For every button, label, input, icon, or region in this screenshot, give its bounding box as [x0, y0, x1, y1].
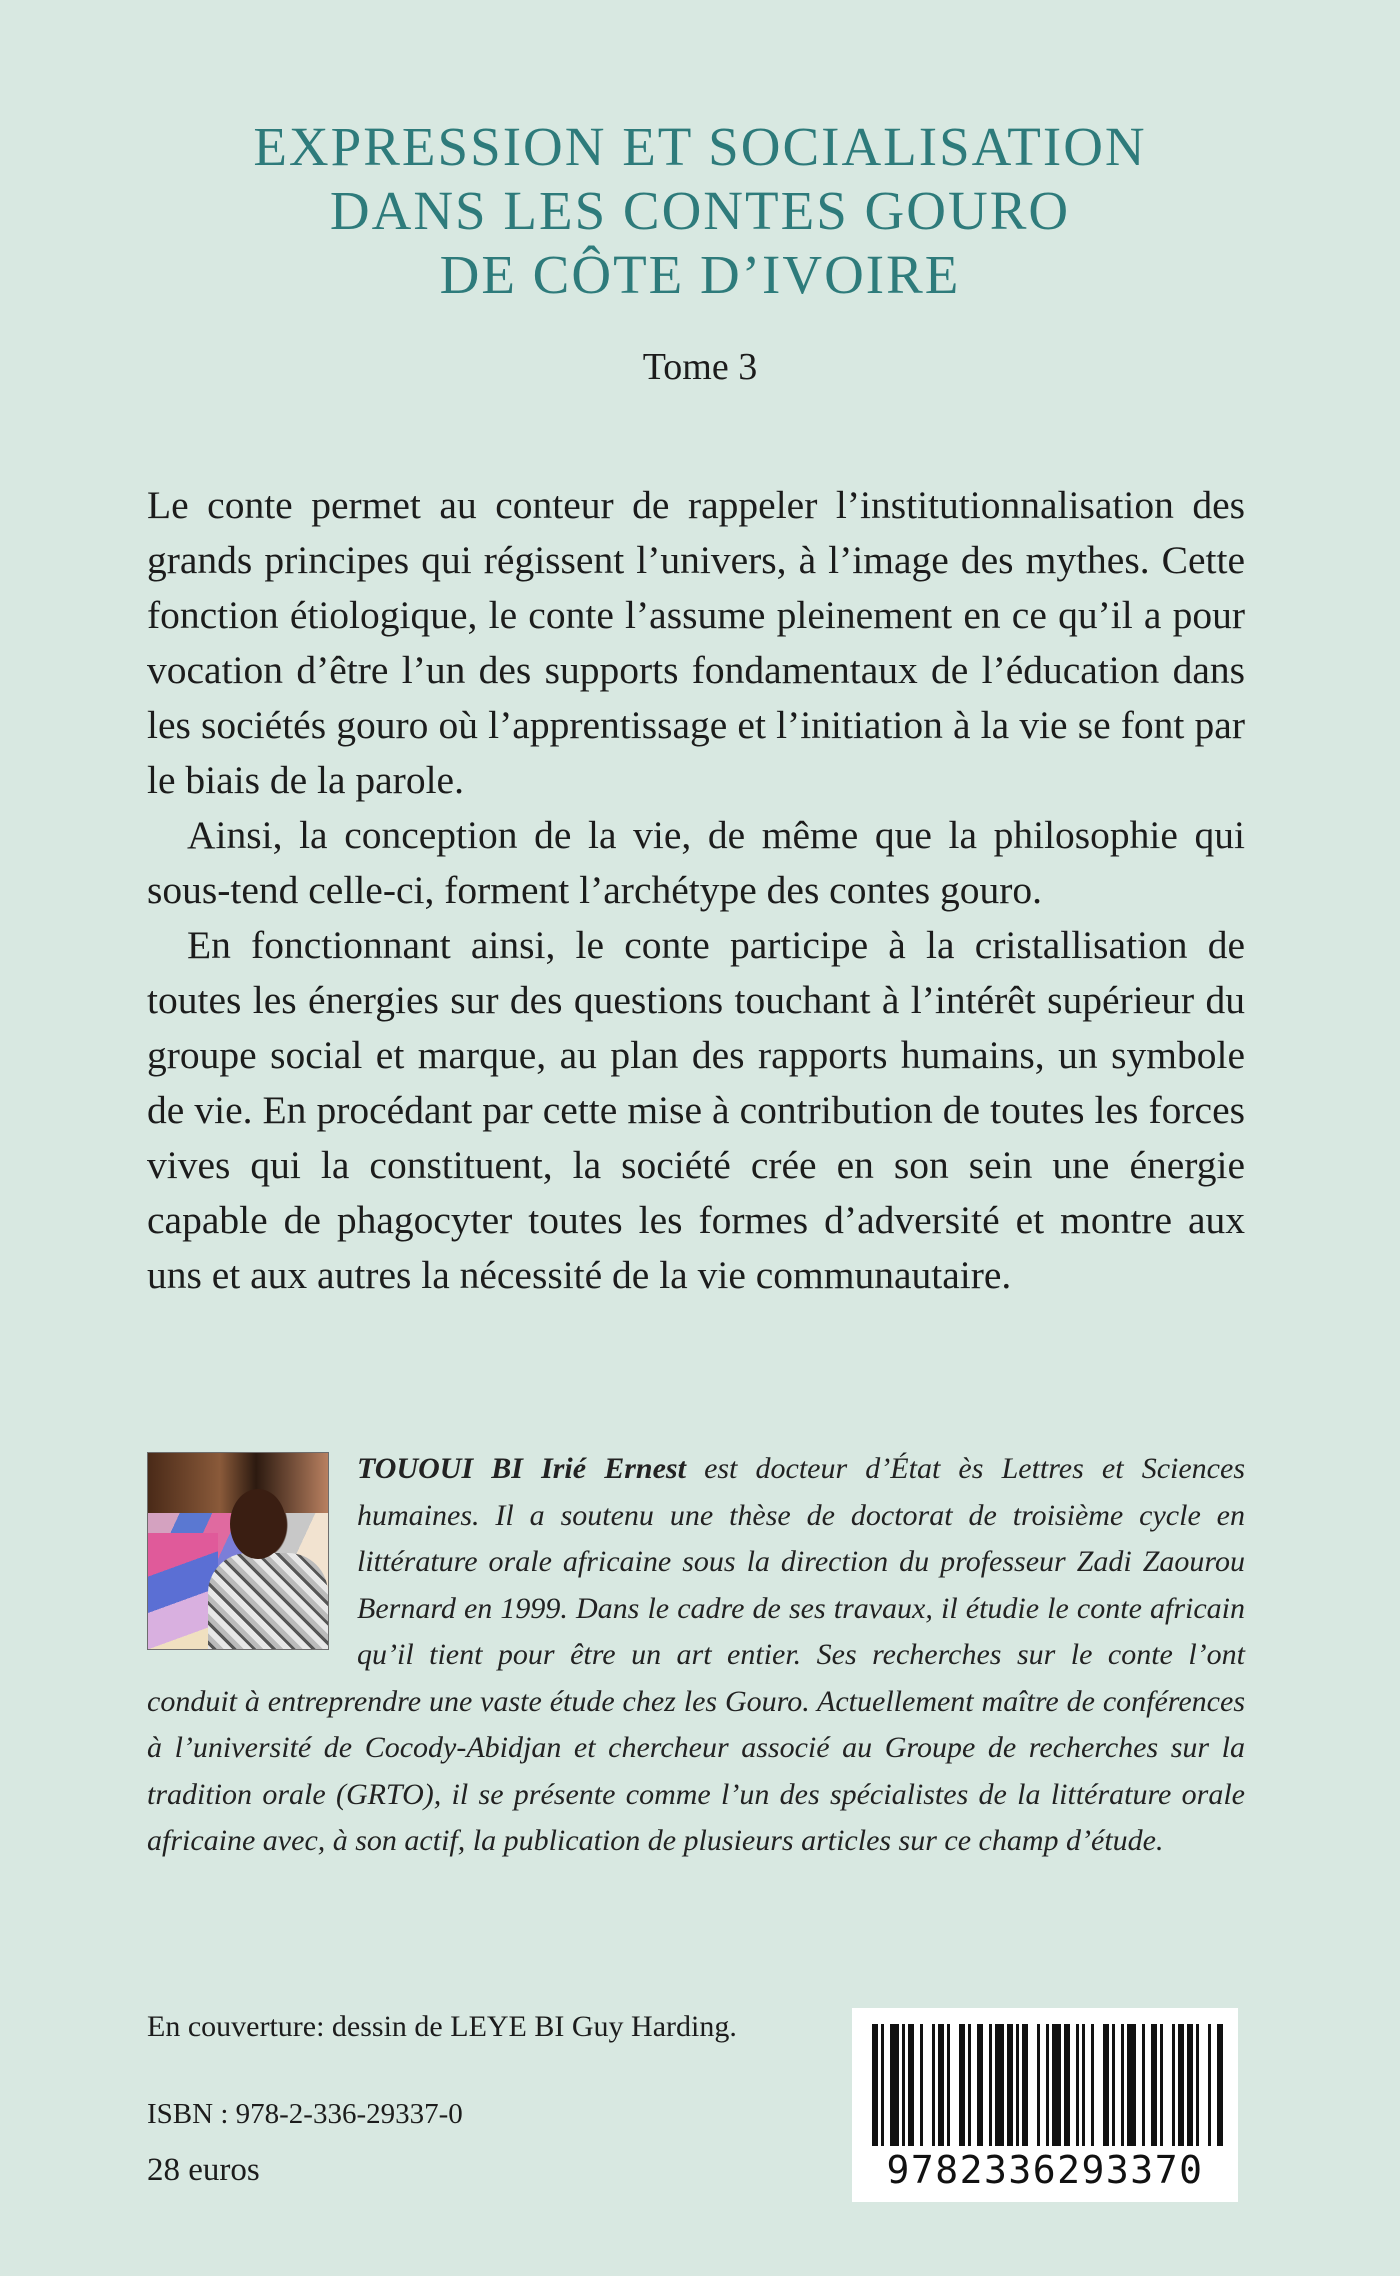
barcode-bar [932, 2024, 935, 2146]
barcode-bar [1151, 2024, 1157, 2146]
barcode-bar [1142, 2024, 1145, 2146]
barcode-bar [902, 2024, 905, 2146]
barcode-bar [872, 2024, 878, 2146]
barcode-bar [1037, 2024, 1040, 2146]
barcode-bar [1121, 2024, 1124, 2146]
isbn: ISBN : 978-2-336-29337-0 [147, 2098, 463, 2130]
barcode-bar [1046, 2024, 1049, 2146]
barcode-bar [1178, 2024, 1184, 2146]
barcode-bar [908, 2024, 914, 2146]
author-photo [147, 1452, 329, 1650]
barcode-bar [1103, 2024, 1109, 2146]
barcode-bar [938, 2024, 944, 2146]
barcode-bar [959, 2024, 965, 2146]
barcode-bar [1082, 2024, 1085, 2146]
barcode-bar [1016, 2024, 1019, 2146]
barcode-bar [1217, 2024, 1223, 2146]
barcode-bar [989, 2024, 992, 2146]
title-line-2: DANS LES CONTES GOURO [329, 180, 1071, 241]
barcode [852, 2008, 1238, 2202]
barcode-bar [1196, 2024, 1199, 2146]
barcode-bar [1160, 2024, 1163, 2146]
barcode-bar [881, 2024, 884, 2146]
barcode-bar [890, 2024, 899, 2146]
title-line-1: EXPRESSION ET SOCIALISATION [253, 116, 1147, 177]
book-title [150, 115, 1250, 307]
barcode-bar [977, 2024, 983, 2146]
summary-paragraph-3: En fonctionnant ainsi, le conte participe à la cristallisation de toutes les énergies sur des questions touchant à l’intérêt supérieur du groupe social et marque, au plan des rapports humains, un symbole de vie. En procédant par cette mise à contribution de toutes les forces vives qui la constituent, la société crée en son sein une énergie capable de phagocyter toutes les formes d’adversité et montre aux uns et aux autres la nécessité de la vie communautaire. [147, 923, 1245, 1297]
title-line-3: DE CÔTE D’IVOIRE [439, 244, 961, 305]
barcode-bar [1052, 2024, 1061, 2146]
barcode-bar [1022, 2024, 1028, 2146]
barcode-bar [1208, 2024, 1211, 2146]
cover-credit: En couverture: dessin de LEYE BI Guy Harding. [147, 2010, 737, 2043]
price: 28 euros [147, 2152, 260, 2188]
barcode-bar [1076, 2024, 1079, 2146]
barcode-bar [1172, 2024, 1175, 2146]
barcode-bar [1064, 2024, 1070, 2146]
barcode-bar [947, 2024, 950, 2146]
barcode-bar [1091, 2024, 1094, 2146]
summary-paragraph-1: Le conte permet au conteur de rappeler l’institutionnalisation des grands principes qui régissent l’univers, à l’image des mythes. Cette fonction étiologique, le conte l’assume pleinement en ce qu’il a pour vocation d’être l’un des supports fondamentaux de l’éducation dans les sociétés gouro où l’apprentissage et l’initiation à la vie se font par le biais de la parole. [147, 483, 1245, 802]
summary-text [147, 478, 1245, 1303]
barcode-bar [1007, 2024, 1013, 2146]
summary-paragraph-2: Ainsi, la conception de la vie, de même que la philosophie qui sous-tend celle-ci, forment l’archétype des contes gouro. [147, 813, 1245, 912]
barcode-bar [920, 2024, 923, 2146]
barcode-digits: 9782336293370 [886, 2148, 1204, 2192]
barcode-bar [1127, 2024, 1136, 2146]
barcode-bar [995, 2024, 1004, 2146]
barcode-bar [1112, 2024, 1115, 2146]
author-bio-text: est docteur d’État ès Lettres et Sciences humaines. Il a soutenu une thèse de doctorat de troisième cycle en littérature orale africaine sous la direction du professeur Zadi Zaourou Bernard en 1999. Dans le cadre de ses travaux, il étudie le conte africain qu’il tient pour être un art entier. Ses recherches sur le conte l’ont conduit à entreprendre une vaste étude chez les Gouro. Actuellement maître de conférences à l’université de Cocody-Abidjan et chercheur associé au Groupe de recherches sur la tradition orale (GRTO), il se présente comme l’un des spécialistes de la littérature orale africaine avec, à son actif, la publication de plusieurs articles sur ce champ d’étude. [147, 1452, 1245, 1857]
author-name: TOUOUI BI Irié Ernest [357, 1452, 686, 1485]
volume-label: Tome 3 [642, 346, 758, 388]
barcode-bar [968, 2024, 971, 2146]
barcode-bar [1187, 2024, 1193, 2146]
